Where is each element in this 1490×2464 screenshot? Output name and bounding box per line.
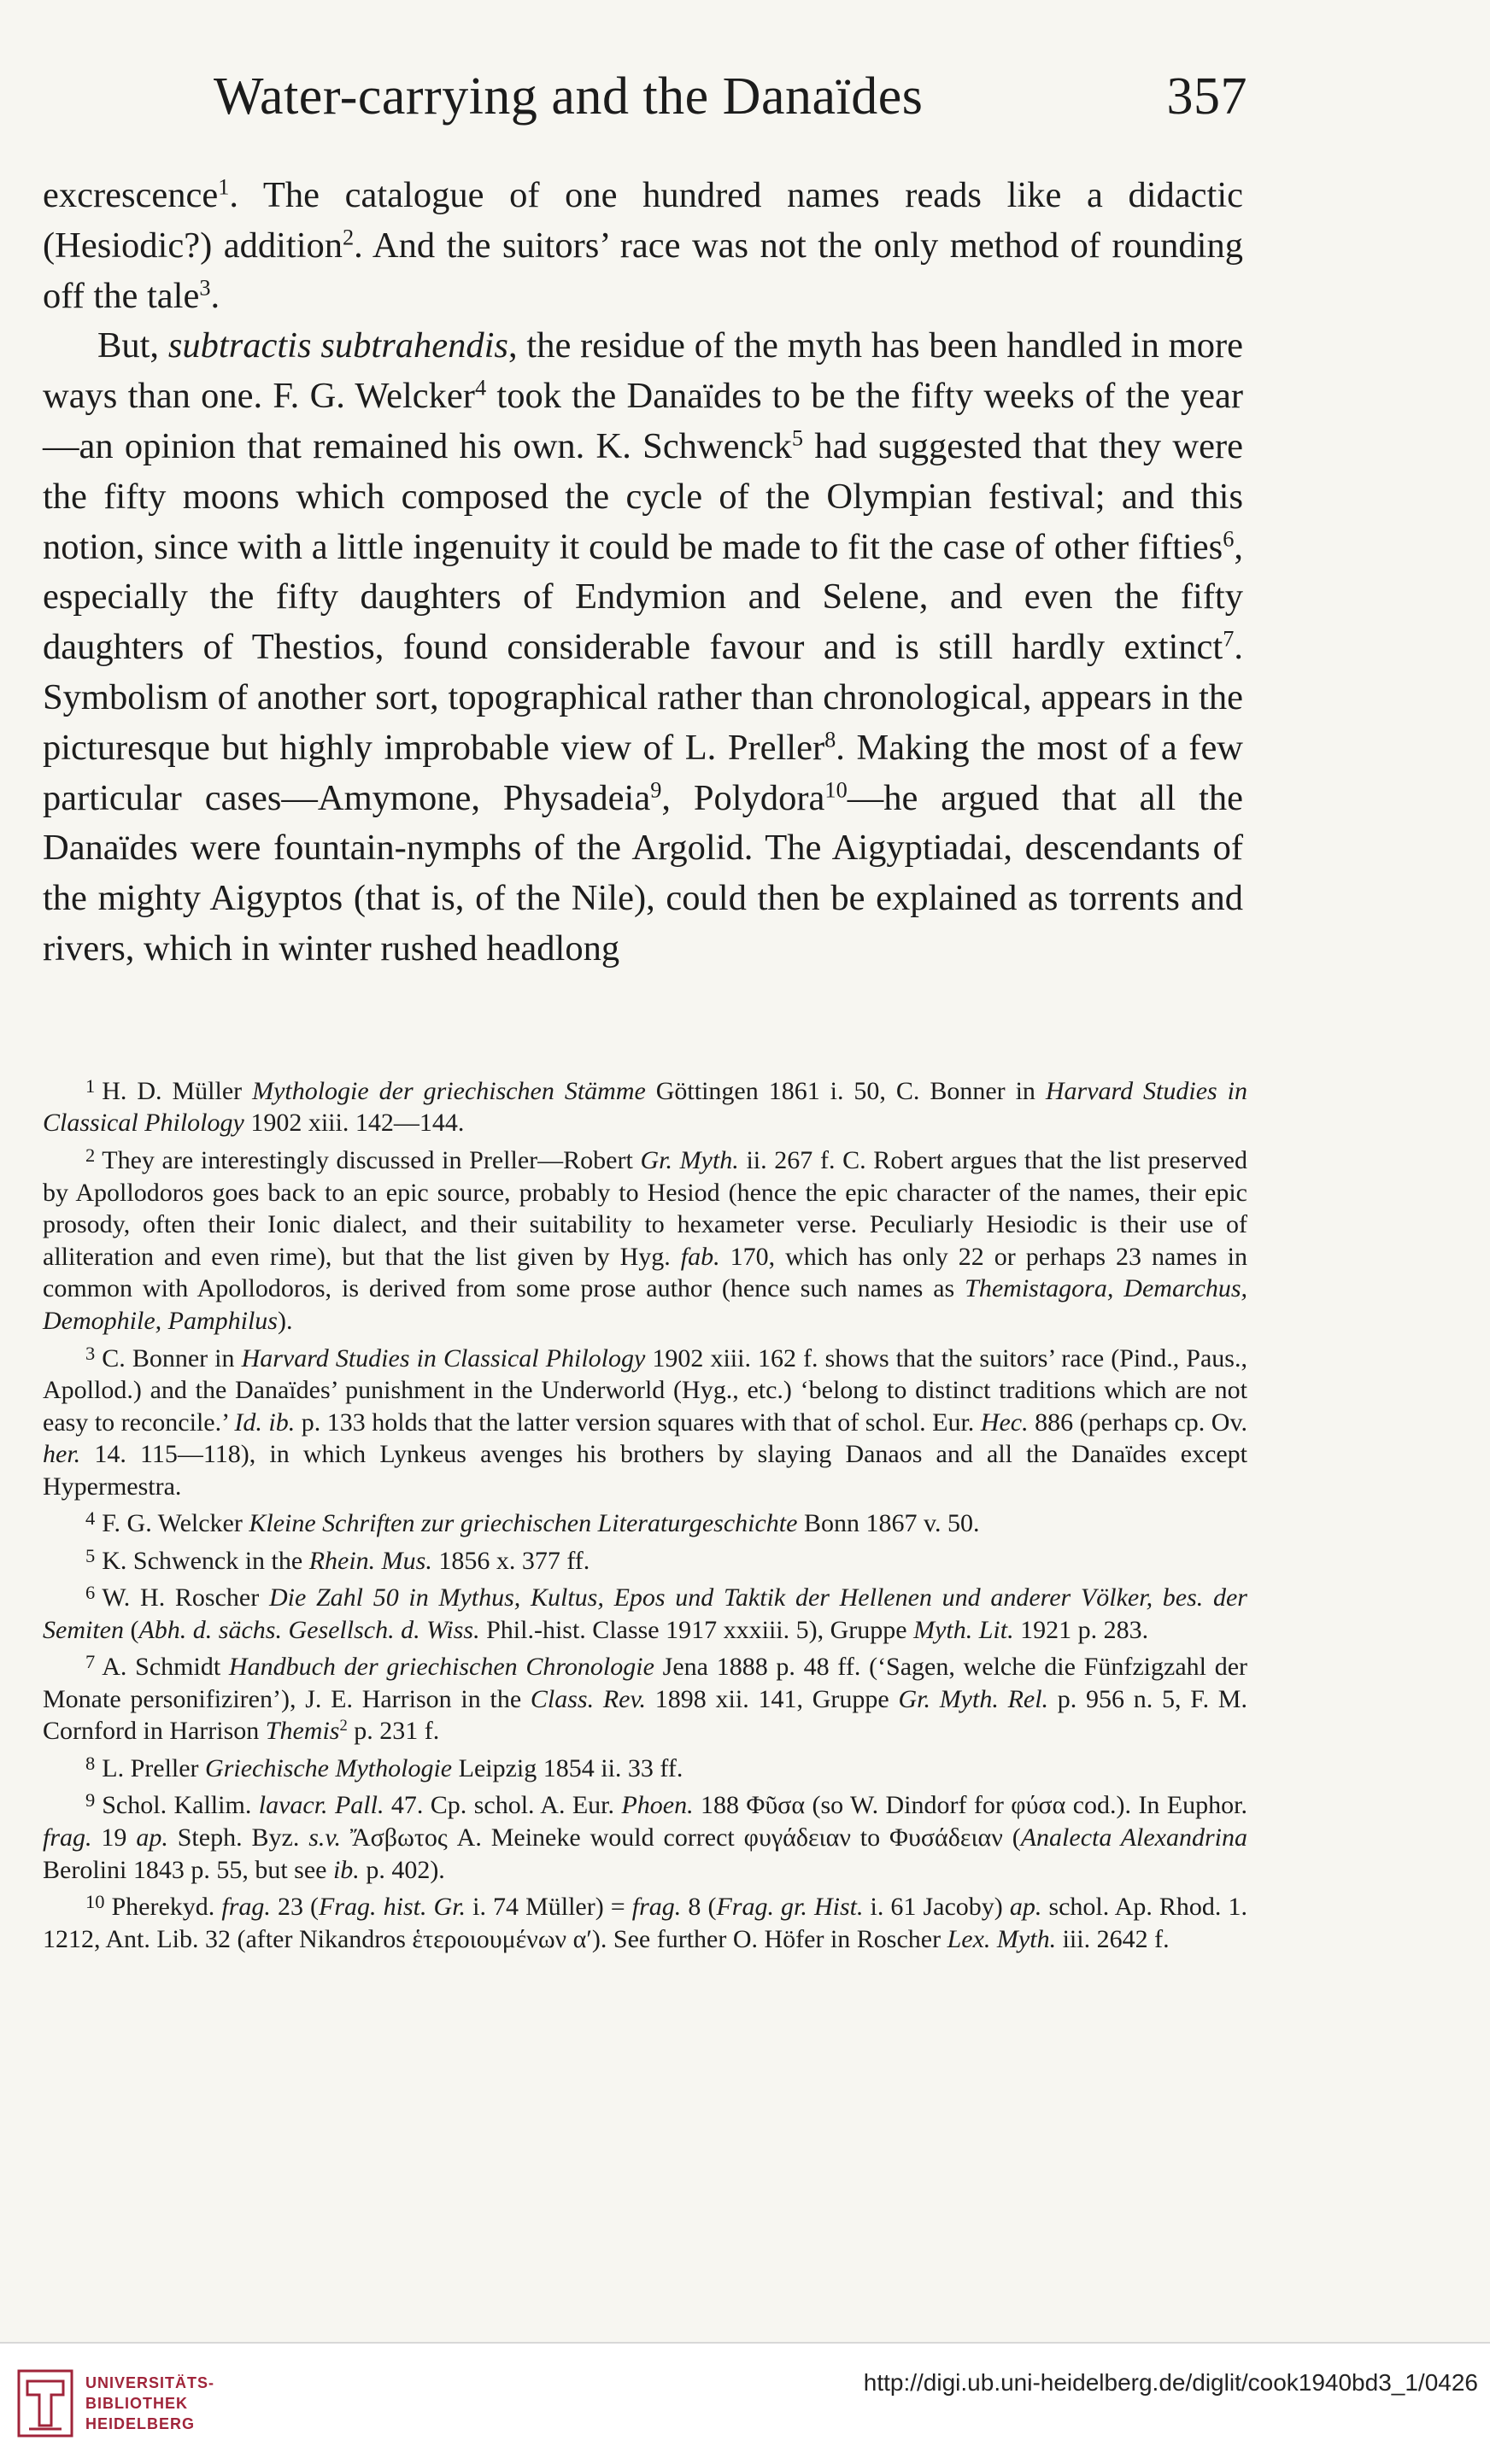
footnote: $^9$ Schol. Kallim. lavacr. Pall. 47. Cp. schol. A. Eur. Phoen. 188 Φῦσα (so W. Dindorf for φύσα cod.). In Euphor. frag. 19 ap. Steph. Byz. s.v. Ἄσβωτος A. Meineke would correct φυγάδειαν to Φυσάδειαν (Analecta Alexandrina Berolini 1843 p. 55, but see ib. p. 402). <box>43 1789 1248 1884</box>
footnote: $^2$ They are interestingly discussed in Preller—Robert Gr. Myth. ii. 267 f. C. Robert argues that the list preserved by Apollodoros goes back to an epic source, probably to Hesiod (hence the epic character of the names, their epic prosody, often their Ionic dialect, and their suitability to hexameter verse. Peculiarly Hesiodic is their use of alliteration and even rime), but that the list given by Hyg. fab. 170, which has only 22 or perhaps 23 names in common with Apollodoros, is derived from some prose author (hence such names as Themistagora, Demarchus, Demophile, Pamphilus). <box>43 1144 1248 1335</box>
library-name <box>85 2373 214 2434</box>
library-logo[interactable] <box>17 2369 214 2438</box>
footnote: $^{10}$ Pherekyd. frag. 23 (Frag. hist. Gr. i. 74 Müller) = frag. 8 (Frag. gr. Hist. i. 61 Jacoby) ap. schol. Ap. Rhod. 1. 1212, Ant. Lib. 32 (after Nikandros ἑτεροιουμένων α′). See further O. Höfer in Roscher Lex. Myth. iii. 2642 f. <box>43 1891 1247 1953</box>
paragraph: But, subtractis subtrahendis, the residue of the myth has been handled in more ways than one. F. G. Welcker$^4$ took the Danaïdes to be the fifty weeks of the year—an opinion that remained his own. K. Schwenck$^5$ had suggested that they were the fifty moons which composed the cycle of the Olympian festival; and this notion, since with a little ingenuity it could be made to fit the case of other fifties$^6$, especially the fifty daughters of Endymion and Selene, and even the fifty daughters of Thestios, found considerable favour and is still hardly extinct$^7$. Symbolism of another sort, topographical rather than chronological, appears in the picturesque but highly improbable view of L. Preller$^8$. Making the most of a few particular cases—Amymone, Physadeia$^9$, Polydora$^{10}$—he argued that all the Danaïdes were fountain-nymphs of the Argolid. The Aigyptiadai, descendants of the mighty Aigyptos (that is, of the Nile), could then be explained as torrents and rivers, which in winter rushed headlong <box>43 325 1244 969</box>
university-library-logo-icon <box>17 2369 73 2438</box>
footnote: $^3$ C. Bonner in Harvard Studies in Classical Philology 1902 xiii. 162 f. shows that the suitors’ race (Pind., Paus., Apollod.) and the Danaïdes’ punishment in the Underworld (Hyg., etc.) ‘belong to distinct traditions which are not easy to reconcile.’ Id. ib. p. 133 holds that the latter version squares with that of schol. Eur. Hec. 886 (perhaps cp. Ov. her. 14. 115—118), in which Lynkeus avenges his brothers by slaying Danaos and all the Danaïdes except Hypermestra. <box>43 1342 1248 1501</box>
footnotes <box>43 1070 1247 1955</box>
library-name-line: UNIVERSITÄTS- <box>85 2374 215 2391</box>
main-text <box>43 171 1243 974</box>
running-title: Water-carrying and the Danaïdes <box>214 67 924 126</box>
footnote: $^6$ W. H. Roscher Die Zahl 50 in Mythus, Kultus, Epos und Taktik der Hellenen und anderer Völker, bes. der Semiten (Abh. d. sächs. Gesellsch. d. Wiss. Phil.-hist. Classe 1917 xxxiii. 5), Gruppe Myth. Lit. 1921 p. 283. <box>43 1582 1247 1644</box>
library-name-line: HEIDELBERG <box>85 2415 196 2432</box>
footnote: $^7$ A. Schmidt Handbuch der griechischen Chronologie Jena 1888 p. 48 ff. (‘Sagen, welche die Fünfzigzahl der Monate personifiziren’), J. E. Harrison in the Class. Rev. 1898 xii. 141, Gruppe Gr. Myth. Rel. p. 956 n. 5, F. M. Cornford in Harrison Themis$^2$ p. 231 f. <box>43 1651 1248 1746</box>
running-header <box>214 67 1247 143</box>
library-name-line: BIBLIOTHEK <box>85 2395 188 2412</box>
footnote: $^4$ F. G. Welcker Kleine Schriften zur griechischen Literaturgeschichte Bonn 1867 v. 50. <box>85 1507 980 1538</box>
permalink-url[interactable]: http://digi.ub.uni-heidelberg.de/diglit/cook1940bd3_1/0426 <box>863 2369 1478 2396</box>
footnote: $^8$ L. Preller Griechische Mythologie Leipzig 1854 ii. 33 ff. <box>85 1753 683 1782</box>
paragraph: excrescence$^1$. The catalogue of one hundred names reads like a didactic (Hesiodic?) addition$^2$. And the suitors’ race was not the only method of rounding off the tale$^3$. <box>43 174 1243 316</box>
viewer-footer <box>0 2342 1490 2464</box>
page-number: 357 <box>1166 67 1247 126</box>
footnote: $^5$ K. Schwenck in the Rhein. Mus. 1856 x. 377 ff. <box>85 1544 590 1575</box>
footnote: $^1$ H. D. Müller Mythologie der griechischen Stämme Göttingen 1861 i. 50, C. Bonner in Harvard Studies in Classical Philology 1902 xiii. 142—144. <box>43 1075 1247 1138</box>
